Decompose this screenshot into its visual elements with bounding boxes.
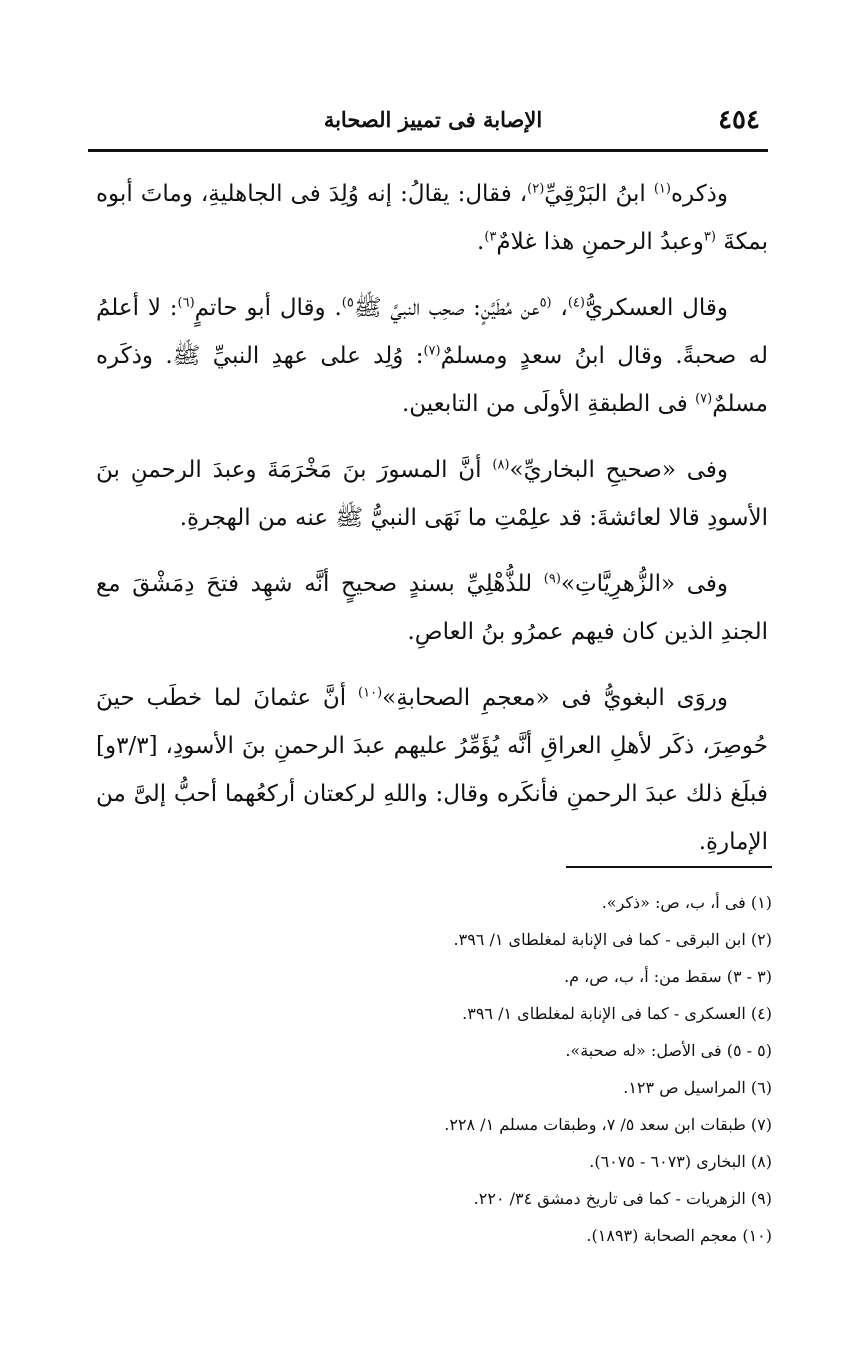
footnote: (٤) العسكرى - كما فى الإنابة لمغلطاى ١/ ٣٩٦. [462,1004,772,1023]
footnote-rule [566,866,772,868]
page-number: ٤٥٤ [718,105,760,135]
footnote-ref: (٧) [695,391,713,407]
footnote: (٨) البخارى (٦٠٧٣ - ٦٠٧٥). [589,1152,772,1171]
text-run: أنَّ المسورَ بنَ مَخْرَمَةَ وعبدَ الرحمنِ بنَ الأسودِ قالا لعائشةَ: قد علِمْتِ ما نَهَى النبيُّ ﷺ عنه من الهجرةِ. [96,457,768,531]
text-run: أنَّ عثمانَ لما خطَب حينَ حُوصِرَ، ذكَر لأهلِ العراقِ أنَّه يُؤَمِّرُ عليهم عبدَ الرحمنِ بنَ الأسودِ، [٣/٣و] فبلَغ ذلك عبدَ الرحمنِ فأنكَره وقال: واللهِ لركعتان أركعُهما أحبُّ إلىَّ من الإمارةِ. [96,685,768,855]
text-run: للذُّهْلِيِّ بسندٍ صحيحٍ أنَّه شهِد فتحَ دِمَشْقَ مع الجندِ الذين كان فيهم عمرُو بنُ العاصِ. [96,571,768,645]
text-run: وفى «الزُّهرِيَّاتِ» [560,571,728,597]
text-run: ، فقال: يقالُ: إنه وُلِدَ فى الجاهليةِ، وماتَ أبوه بمكةَ [96,181,768,255]
footnote-ref: (١٠) [358,685,383,701]
text-run: . [477,229,485,255]
footnote-ref: ٣) [484,229,497,245]
text-run: وروَى البغويُّ فى «معجمِ الصحابةِ» [382,685,728,711]
footnote-ref: (٩) [543,571,561,587]
footnote-ref: (٢) [527,181,545,197]
footnote-ref: (١) [653,181,671,197]
text-run: وفى «صحيحِ البخاريِّ» [509,457,728,483]
footnote-ref: (٦) [177,295,195,311]
footnote-ref: (٨) [492,457,510,473]
text-run: ابنُ البَرْقِيِّ [544,181,654,207]
paragraph [96,446,768,542]
footnote-ref: (٤) [567,295,585,311]
footnote: (١٠) معجم الصحابة (١٨٩٣). [586,1226,772,1245]
footnote: (٣ - ٣) سقط من: أ، ب، ص، م. [564,967,772,986]
text-run: . وقال أبو حاتمٍ [194,295,342,321]
paragraph [96,284,768,428]
text-run: عن مُطَيَّنٍ: صحِب النبيَّ ﷺ [353,295,540,321]
footnote: (٩) الزهريات - كما فى تاريخ دمشق ٣٤/ ٢٢٠. [473,1189,772,1208]
footnote-ref: (٧) [423,343,441,359]
paragraph [96,674,768,866]
text-run: وعبدُ الرحمنِ هذا غلامٌ [496,229,704,255]
footnote: (٢) ابن البرقى - كما فى الإنابة لمغلطاى ١/ ٣٩٦. [453,930,772,949]
footnote: (١) فى أ، ب، ص: «ذكر». [601,893,772,912]
text-run: وقال العسكريُّ [584,295,729,321]
text-run: فى الطبقةِ الأولَى من التابعين. [401,391,696,417]
footnote-ref: (٣ [703,229,716,245]
header-rule [88,149,768,152]
footnote-ref: ٥) [341,295,354,311]
paragraph [96,560,768,656]
text-run: وذكره [670,181,728,207]
footnote: (٥ - ٥) فى الأصل: «له صحبة». [565,1041,772,1060]
main-text [96,170,768,884]
text-run: : وُلِد على عهدِ النبيِّ ﷺ. وذكَره مسلمٌ [96,343,768,417]
footnotes-list [92,884,772,1254]
running-title: الإصابة فى تمييز الصحابة [323,107,543,132]
paragraph [96,170,768,266]
footnote-ref: (٥ [539,295,552,311]
page-header [88,100,768,140]
footnote: (٦) المراسيل ص ١٢٣. [623,1078,772,1097]
text-run: : لا أعلمُ له صحبةً. وقال ابنُ سعدٍ ومسلمٌ [96,295,769,369]
footnote: (٧) طبقات ابن سعد ٥/ ٧، وطبقات مسلم ١/ ٢٢٨. [444,1115,772,1134]
text-run: ، [551,295,568,321]
